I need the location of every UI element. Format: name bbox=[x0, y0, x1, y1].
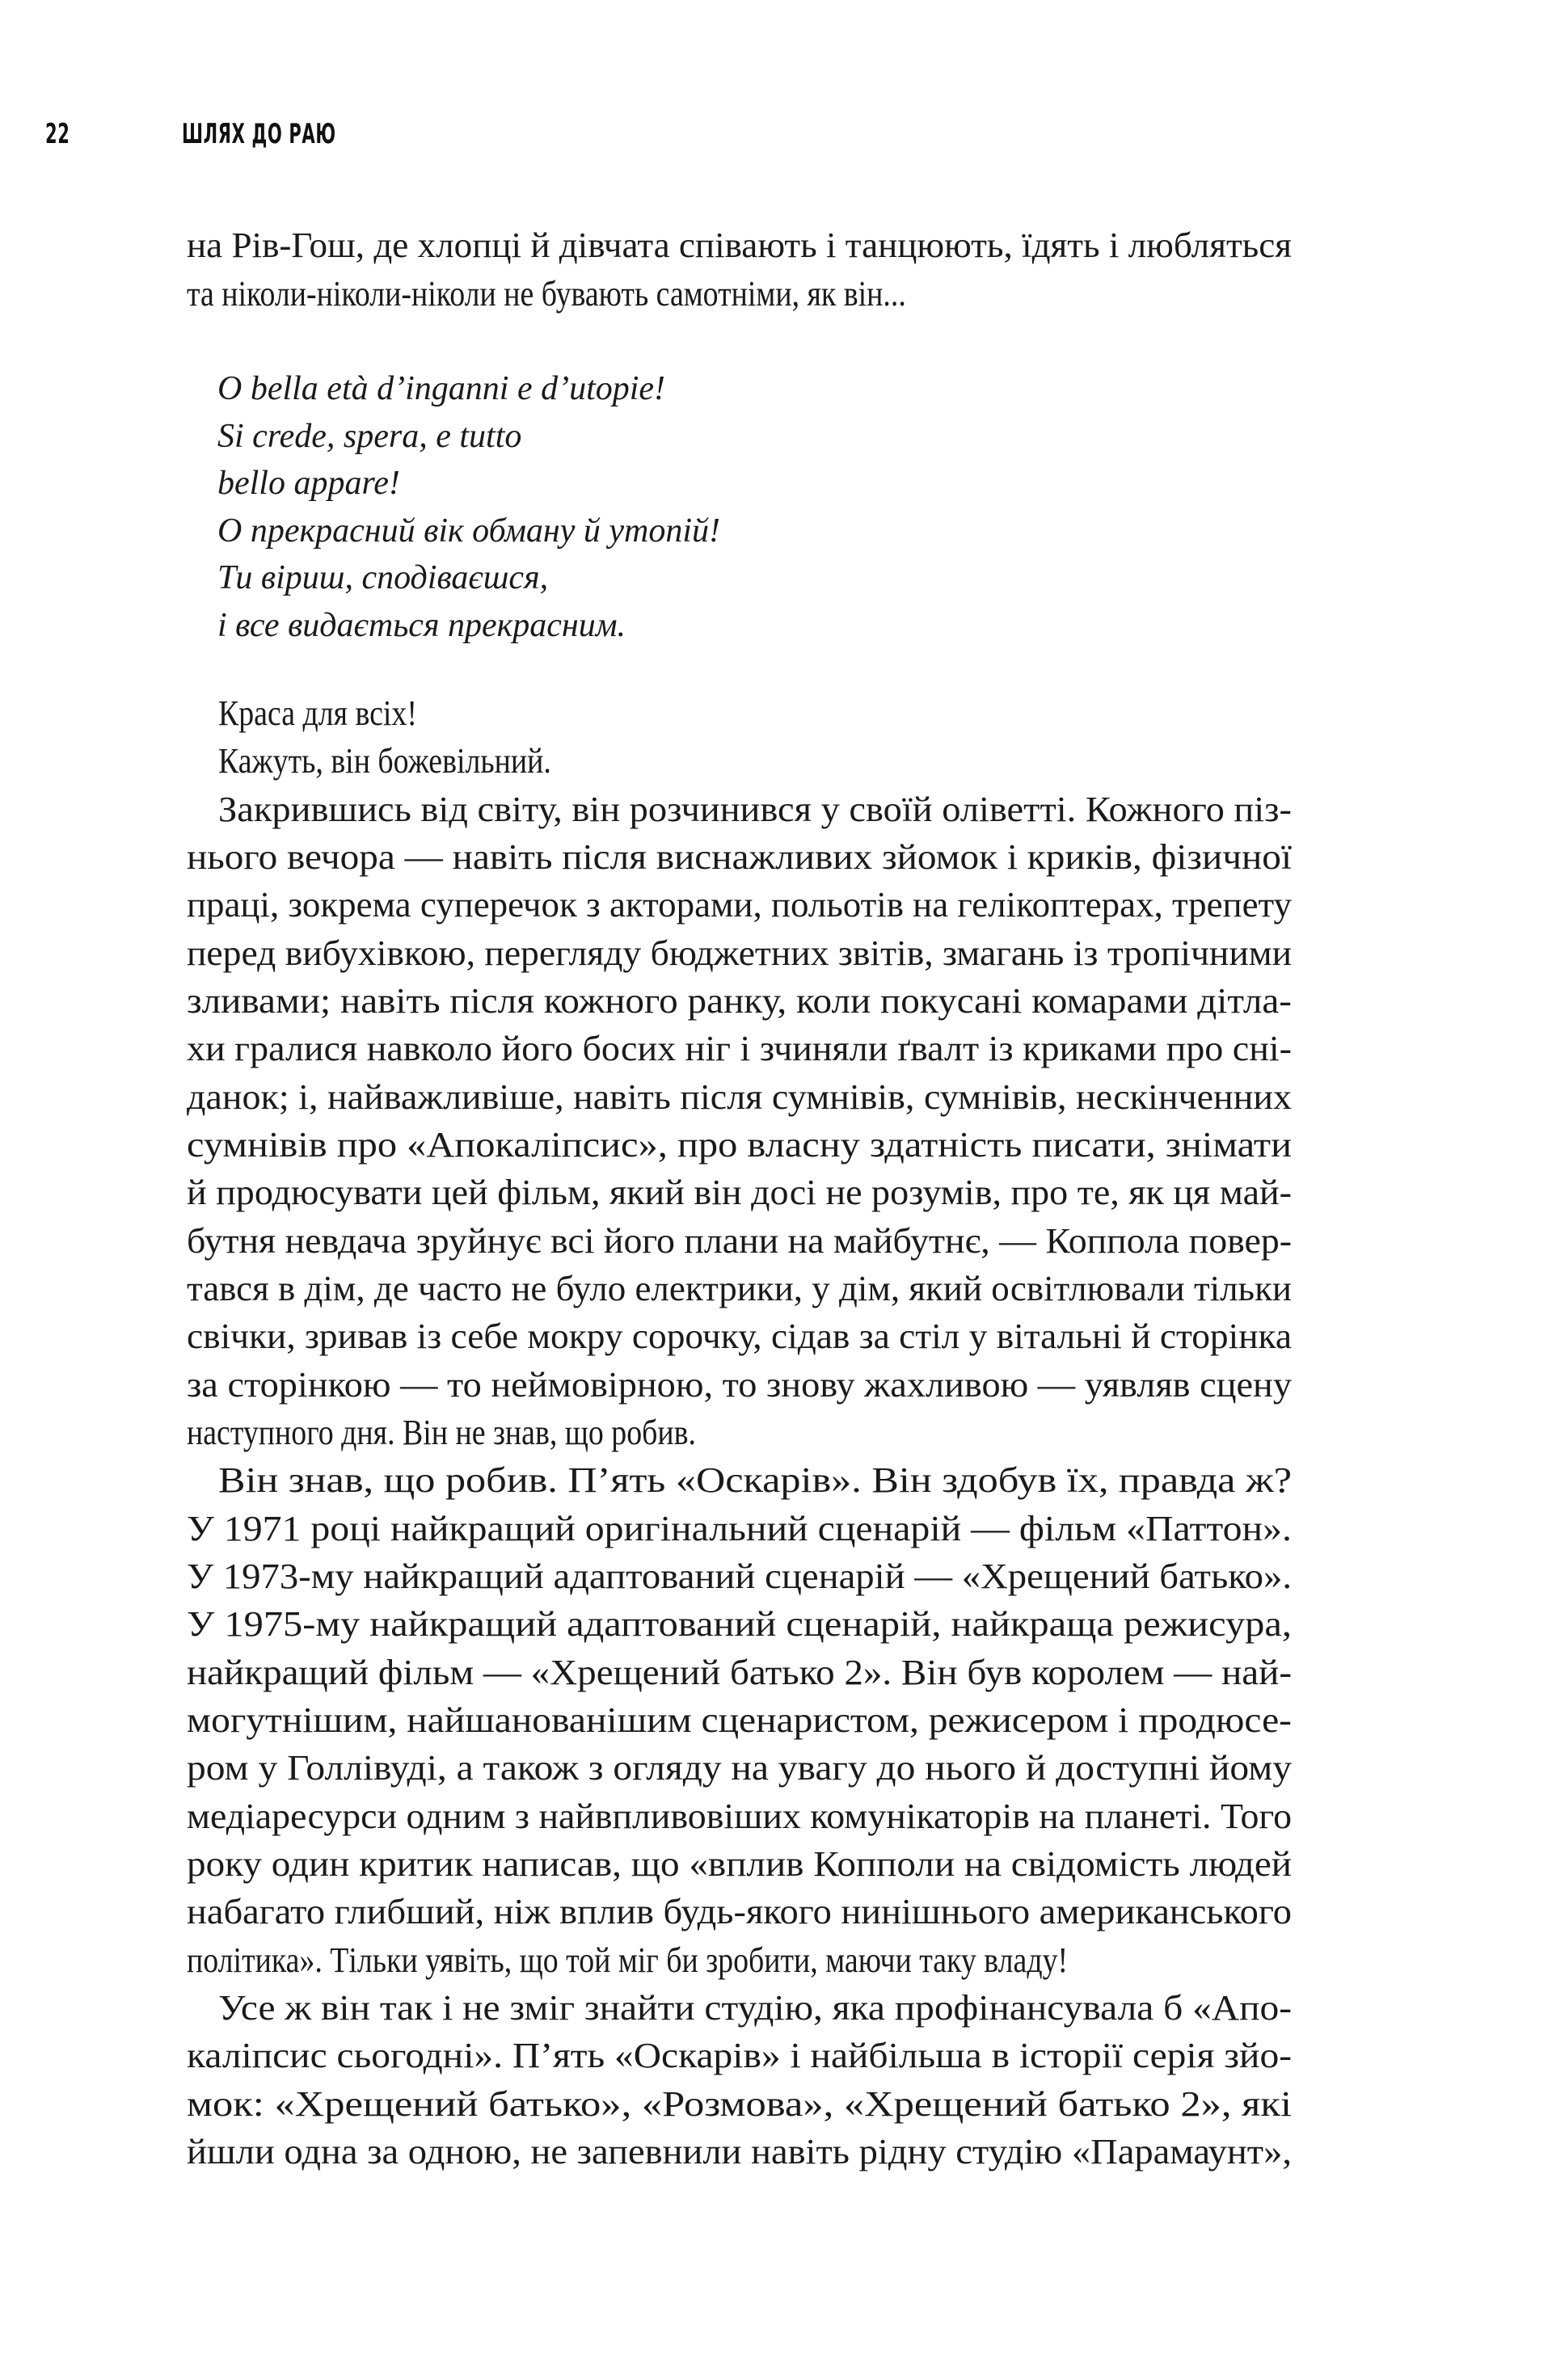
poem-line-text: Si crede, spera, e tutto bbox=[217, 417, 522, 455]
poem-line bbox=[217, 365, 665, 412]
body-line-text: сумнівів про «Апокаліпсис», про власну здатність писати, знімати bbox=[187, 1124, 1292, 1165]
body-line bbox=[218, 786, 1292, 833]
body-line bbox=[187, 1505, 1292, 1552]
body-line bbox=[187, 929, 1292, 977]
body-line-text: У 1973-му найкращий адаптований сценарій — «Хрещений батько». bbox=[187, 1556, 1292, 1596]
body-line-text: набагато глибший, ніж вплив будь-якого нинішнього американського bbox=[187, 1892, 1292, 1932]
body-line bbox=[218, 689, 1292, 737]
body-line-text: данок; і, найважливіше, навіть після сумнівів, сумнівів, нескінченних bbox=[187, 1076, 1292, 1117]
poem-line-text: bello appare! bbox=[217, 465, 400, 503]
body-line bbox=[187, 1121, 1292, 1169]
body-line bbox=[187, 1649, 1292, 1696]
body-line-text: Усе ж він так і не зміг знайти студію, яка профінансувала б «Апо- bbox=[218, 1987, 1293, 2028]
body-line-text: праці, зокрема суперечок з акторами, польотів на гелікоптерах, трепету bbox=[187, 885, 1293, 925]
poem-line bbox=[217, 413, 521, 460]
body-line-text: бутня невдача зруйнує всі його плани на майбутнє, — Коппола повер- bbox=[187, 1220, 1292, 1261]
body-line-text: найкращий фільм — «Хрещений батько 2». Він був королем — най- bbox=[187, 1652, 1292, 1692]
body-line-text: наступного дня. Він не знав, що робив. bbox=[187, 1412, 696, 1452]
opening-line bbox=[187, 221, 1292, 269]
body-line bbox=[218, 737, 1292, 785]
body-line-text: У 1975-му найкращий адаптований сценарій, найкраща режисура, bbox=[187, 1604, 1292, 1645]
body-line-text: Він знав, що робив. П’ять «Оскарів». Він здобув їх, правда ж? bbox=[218, 1460, 1292, 1501]
body-line bbox=[187, 1025, 1292, 1072]
body-line bbox=[187, 1073, 1292, 1121]
book-title: ШЛЯХ ДО РАЮ bbox=[182, 118, 336, 150]
poem-line bbox=[217, 602, 626, 649]
poem-line-text: О прекрасний вік обману й утопій! bbox=[217, 512, 721, 550]
body-line bbox=[187, 1936, 1292, 1984]
poem-line-text: і все видається прекрасним. bbox=[217, 607, 626, 644]
body-line-text: року один критик написав, що «вплив Копполи на свідомість людей bbox=[187, 1843, 1292, 1884]
body-line bbox=[187, 1696, 1292, 1744]
poem-line bbox=[217, 508, 720, 554]
body-line bbox=[187, 1409, 1292, 1456]
body-line bbox=[187, 1217, 1292, 1265]
body-line-text: нього вечора — навіть після виснажливих зйомок і криків, фізичної bbox=[187, 836, 1292, 877]
body-line-text: свічки, зривав із себе мокру сорочку, сідав за стіл у вітальні й сторінка bbox=[187, 1316, 1293, 1357]
poem-line-text: O bella età d’inganni e d’utopie! bbox=[217, 370, 666, 407]
poem-line bbox=[217, 554, 548, 601]
body-line bbox=[187, 881, 1292, 929]
body-line bbox=[187, 1312, 1292, 1360]
body-line-text: за сторінкою — то неймовірною, то знову жахливою — уявляв сцену bbox=[187, 1364, 1292, 1405]
body-line-text: могутнішим, найшанованішим сценаристом, режисером і продюсе- bbox=[187, 1700, 1293, 1740]
body-line-text: Краса для всіх! bbox=[218, 693, 417, 733]
body-line bbox=[187, 1888, 1292, 1936]
opening-line-text: та ніколи-ніколи-ніколи не бувають самотніми, як він... bbox=[187, 274, 906, 314]
body-line bbox=[187, 1792, 1292, 1840]
body-line-text: Кажуть, він божевільний. bbox=[218, 741, 551, 781]
body-line bbox=[187, 2128, 1292, 2176]
body-line bbox=[187, 1744, 1292, 1792]
body-line-text: перед вибухівкою, перегляду бюджетних звітів, змагань із тропічними bbox=[187, 933, 1293, 973]
body-line bbox=[187, 1600, 1292, 1648]
body-line-text: каліпсис сьогодні». П’ять «Оскарів» і найбільша в історії серія зйо- bbox=[187, 2036, 1292, 2076]
body-line-text: У 1971 році найкращий оригінальний сценарій — фільм «Паттон». bbox=[187, 1508, 1292, 1548]
body-line bbox=[187, 833, 1292, 881]
page-number: 22 bbox=[45, 118, 70, 150]
body-line-text: медіаресурси одним з найвпливовіших комунікаторів на планеті. Того bbox=[187, 1796, 1292, 1836]
poem-line bbox=[217, 460, 400, 507]
opening-line bbox=[187, 270, 1292, 318]
body-line bbox=[187, 2080, 1292, 2128]
body-line-text: ром у Голлівуді, а також з огляду на увагу до нього й доступні йому bbox=[187, 1748, 1292, 1788]
body-line bbox=[187, 1840, 1292, 1888]
body-line-text: й продюсувати цей фільм, який він досі не розумів, про те, як ця май- bbox=[187, 1173, 1292, 1213]
poem-line-text: Ти віриш, сподіваєшся, bbox=[217, 559, 549, 597]
body-line bbox=[187, 977, 1292, 1025]
body-line-text: тався в дім, де часто не було електрики, у дім, який освітлювали тільки bbox=[187, 1268, 1292, 1308]
body-line bbox=[187, 1265, 1292, 1312]
body-line bbox=[218, 1456, 1292, 1504]
body-line bbox=[218, 1984, 1292, 2032]
body-line bbox=[187, 1361, 1292, 1409]
body-line bbox=[187, 1552, 1292, 1600]
body-line-text: мок: «Хрещений батько», «Розмова», «Хрещений батько 2», які bbox=[187, 2083, 1292, 2124]
body-line-text: зливами; навіть після кожного ранку, коли покусані комарами дітла- bbox=[187, 980, 1292, 1021]
body-line bbox=[187, 2032, 1292, 2079]
body-line bbox=[187, 1169, 1292, 1216]
body-line-text: Закрившись від світу, він розчинився у своїй оліветті. Кожного піз- bbox=[218, 789, 1292, 829]
opening-line-text: на Рів-Гош, де хлопці й дівчата співають і танцюють, їдять і любляться bbox=[187, 225, 1292, 265]
body-line-text: хи гралися навколо його босих ніг і зчиняли ґвалт із криками про сні- bbox=[187, 1029, 1292, 1069]
body-line-text: політика». Тільки уявіть, що той міг би зробити, маючи таку владу! bbox=[187, 1940, 1069, 1980]
body-line-text: йшли одна за одною, не запевнили навіть рідну студію «Парамаунт», bbox=[187, 2131, 1292, 2171]
